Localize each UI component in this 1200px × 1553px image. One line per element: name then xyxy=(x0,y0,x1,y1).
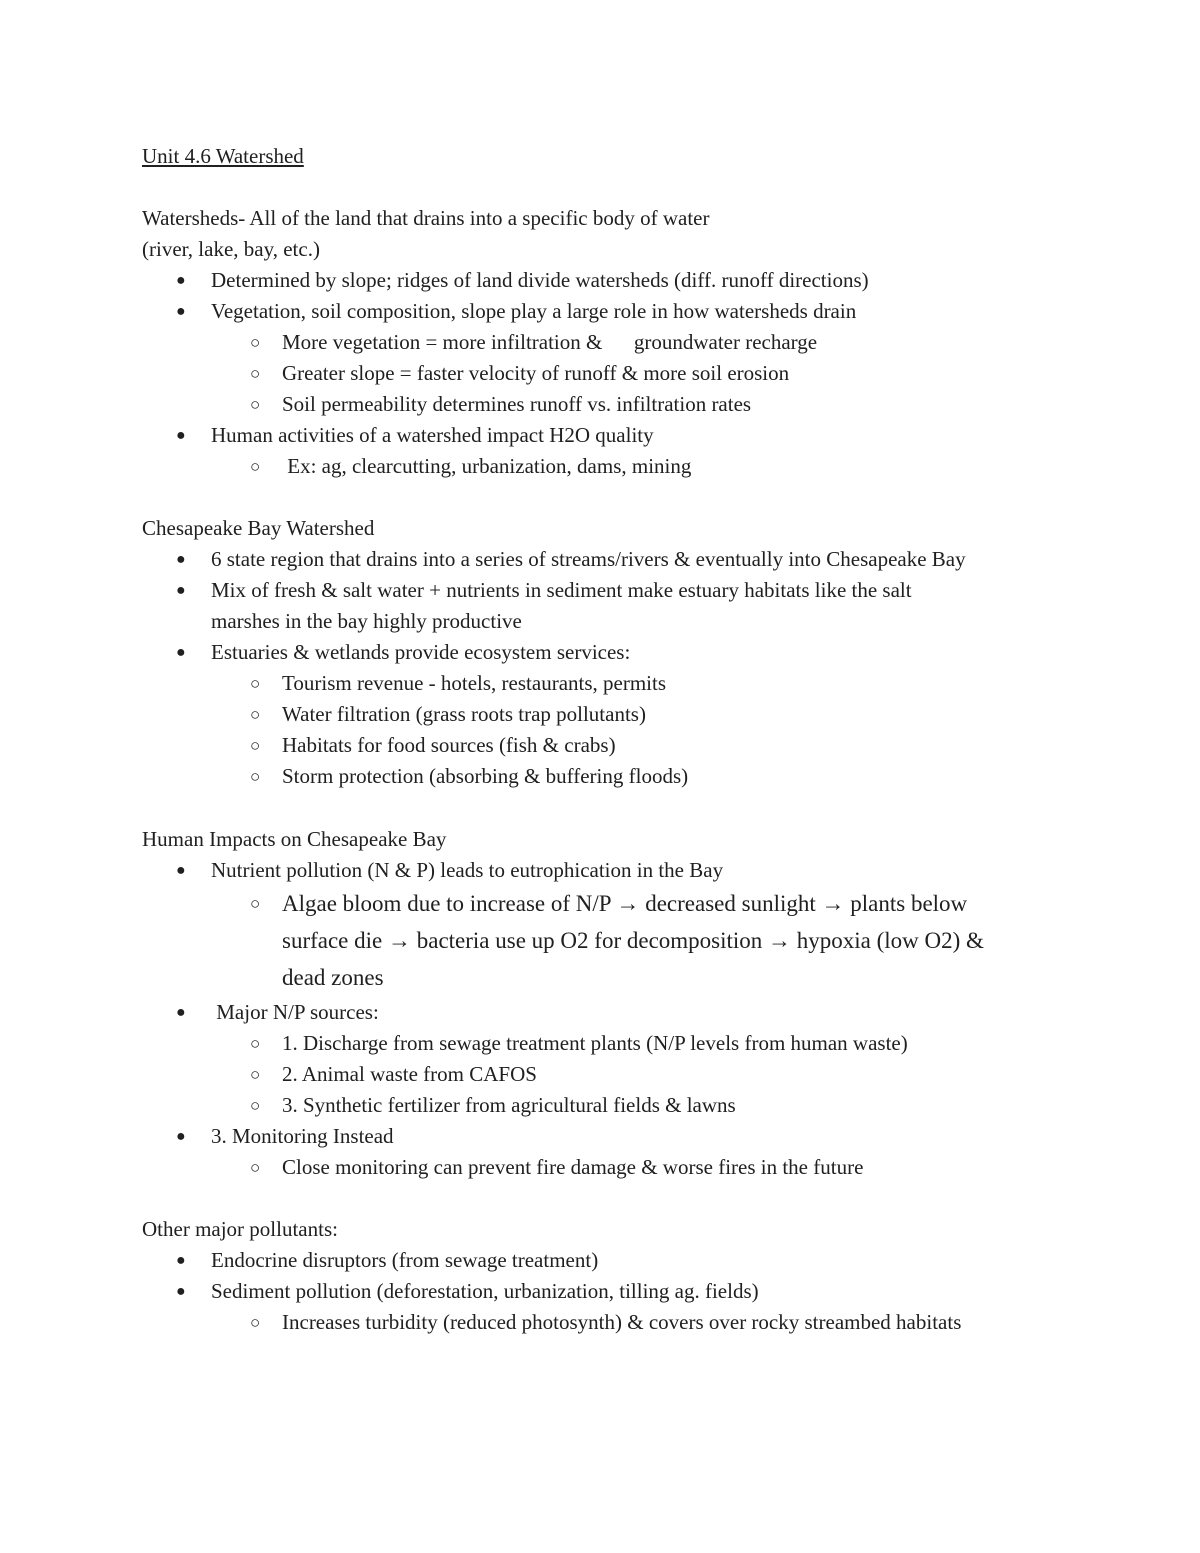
bullet-filled-icon: ● xyxy=(176,1004,186,1021)
sub-list-item: Habitats for food sources (fish & crabs) xyxy=(282,733,616,757)
bullet-hollow-icon: ○ xyxy=(250,395,261,414)
sub-list-item: Increases turbidity (reduced photosynth) & covers over rocky streambed habitats xyxy=(282,1310,962,1334)
sub-list-item: Ex: ag, clearcutting, urbanization, dams, mining xyxy=(282,454,692,478)
list-item: 3. Monitoring Instead xyxy=(211,1124,394,1148)
list-item: Human activities of a watershed impact H2O quality xyxy=(211,423,654,447)
section-heading-chesapeake: Chesapeake Bay Watershed xyxy=(142,516,375,540)
sub-list-item: 1. Discharge from sewage treatment plants (N/P levels from human waste) xyxy=(282,1031,908,1055)
list-item: Nutrient pollution (N & P) leads to eutrophication in the Bay xyxy=(211,858,724,882)
bullet-filled-icon: ● xyxy=(176,427,186,444)
sub-list-item: 2. Animal waste from CAFOS xyxy=(282,1062,537,1086)
bullet-hollow-icon: ○ xyxy=(250,1065,261,1084)
list-item-cont: marshes in the bay highly productive xyxy=(211,609,522,633)
list-item: Vegetation, soil composition, slope play a large role in how watersheds drain xyxy=(211,299,857,323)
bullet-hollow-icon: ○ xyxy=(250,364,261,383)
bullet-hollow-icon: ○ xyxy=(250,1096,261,1115)
bullet-filled-icon: ● xyxy=(176,1283,186,1300)
bullet-hollow-icon: ○ xyxy=(250,1034,261,1053)
bullet-filled-icon: ● xyxy=(176,551,186,568)
sub-list-item: Close monitoring can prevent fire damage & worse fires in the future xyxy=(282,1155,864,1179)
bullet-hollow-icon: ○ xyxy=(250,333,261,352)
sub-list-item: Greater slope = faster velocity of runoff & more soil erosion xyxy=(282,361,790,385)
bullet-hollow-icon: ○ xyxy=(250,894,261,913)
sub-list-item-cont: surface die → bacteria use up O2 for decomposition → hypoxia (low O2) & xyxy=(282,928,984,953)
list-item: Major N/P sources: xyxy=(211,1000,379,1024)
list-item: Mix of fresh & salt water + nutrients in sediment make estuary habitats like the salt xyxy=(211,578,912,602)
sub-list-item: 3. Synthetic fertilizer from agricultural fields & lawns xyxy=(282,1093,736,1117)
bullet-hollow-icon: ○ xyxy=(250,767,261,786)
watersheds-definition-cont: (river, lake, bay, etc.) xyxy=(142,237,320,261)
list-item: Determined by slope; ridges of land divide watersheds (diff. runoff directions) xyxy=(211,268,869,292)
list-item: 6 state region that drains into a series of streams/rivers & eventually into Chesapeake Bay xyxy=(211,547,966,571)
page-title: Unit 4.6 Watershed xyxy=(142,144,304,168)
bullet-filled-icon: ● xyxy=(176,1252,186,1269)
bullet-filled-icon: ● xyxy=(176,1128,186,1145)
bullet-filled-icon: ● xyxy=(176,272,186,289)
watersheds-definition: Watersheds- All of the land that drains into a specific body of water xyxy=(142,206,710,230)
bullet-filled-icon: ● xyxy=(176,644,186,661)
bullet-hollow-icon: ○ xyxy=(250,1158,261,1177)
bullet-hollow-icon: ○ xyxy=(250,705,261,724)
bullet-hollow-icon: ○ xyxy=(250,1313,261,1332)
list-item: Estuaries & wetlands provide ecosystem services: xyxy=(211,640,631,664)
bullet-hollow-icon: ○ xyxy=(250,457,261,476)
section-heading-other: Other major pollutants: xyxy=(142,1217,338,1241)
bullet-filled-icon: ● xyxy=(176,303,186,320)
sub-list-item: Water filtration (grass roots trap pollutants) xyxy=(282,702,646,726)
list-item: Sediment pollution (deforestation, urbanization, tilling ag. fields) xyxy=(211,1279,759,1303)
list-item: Endocrine disruptors (from sewage treatment) xyxy=(211,1248,599,1272)
sub-list-item: Algae bloom due to increase of N/P → decreased sunlight → plants below xyxy=(282,891,968,916)
bullet-hollow-icon: ○ xyxy=(250,736,261,755)
sub-list-item: Tourism revenue - hotels, restaurants, permits xyxy=(282,671,667,695)
sub-list-item: More vegetation = more infiltration & groundwater recharge xyxy=(282,330,818,354)
sub-list-item: Soil permeability determines runoff vs. infiltration rates xyxy=(282,392,752,416)
sub-list-item-cont: dead zones xyxy=(282,965,384,990)
bullet-hollow-icon: ○ xyxy=(250,674,261,693)
sub-list-item: Storm protection (absorbing & buffering floods) xyxy=(282,764,689,788)
bullet-filled-icon: ● xyxy=(176,862,186,879)
bullet-filled-icon: ● xyxy=(176,582,186,599)
section-heading-impacts: Human Impacts on Chesapeake Bay xyxy=(142,827,447,851)
